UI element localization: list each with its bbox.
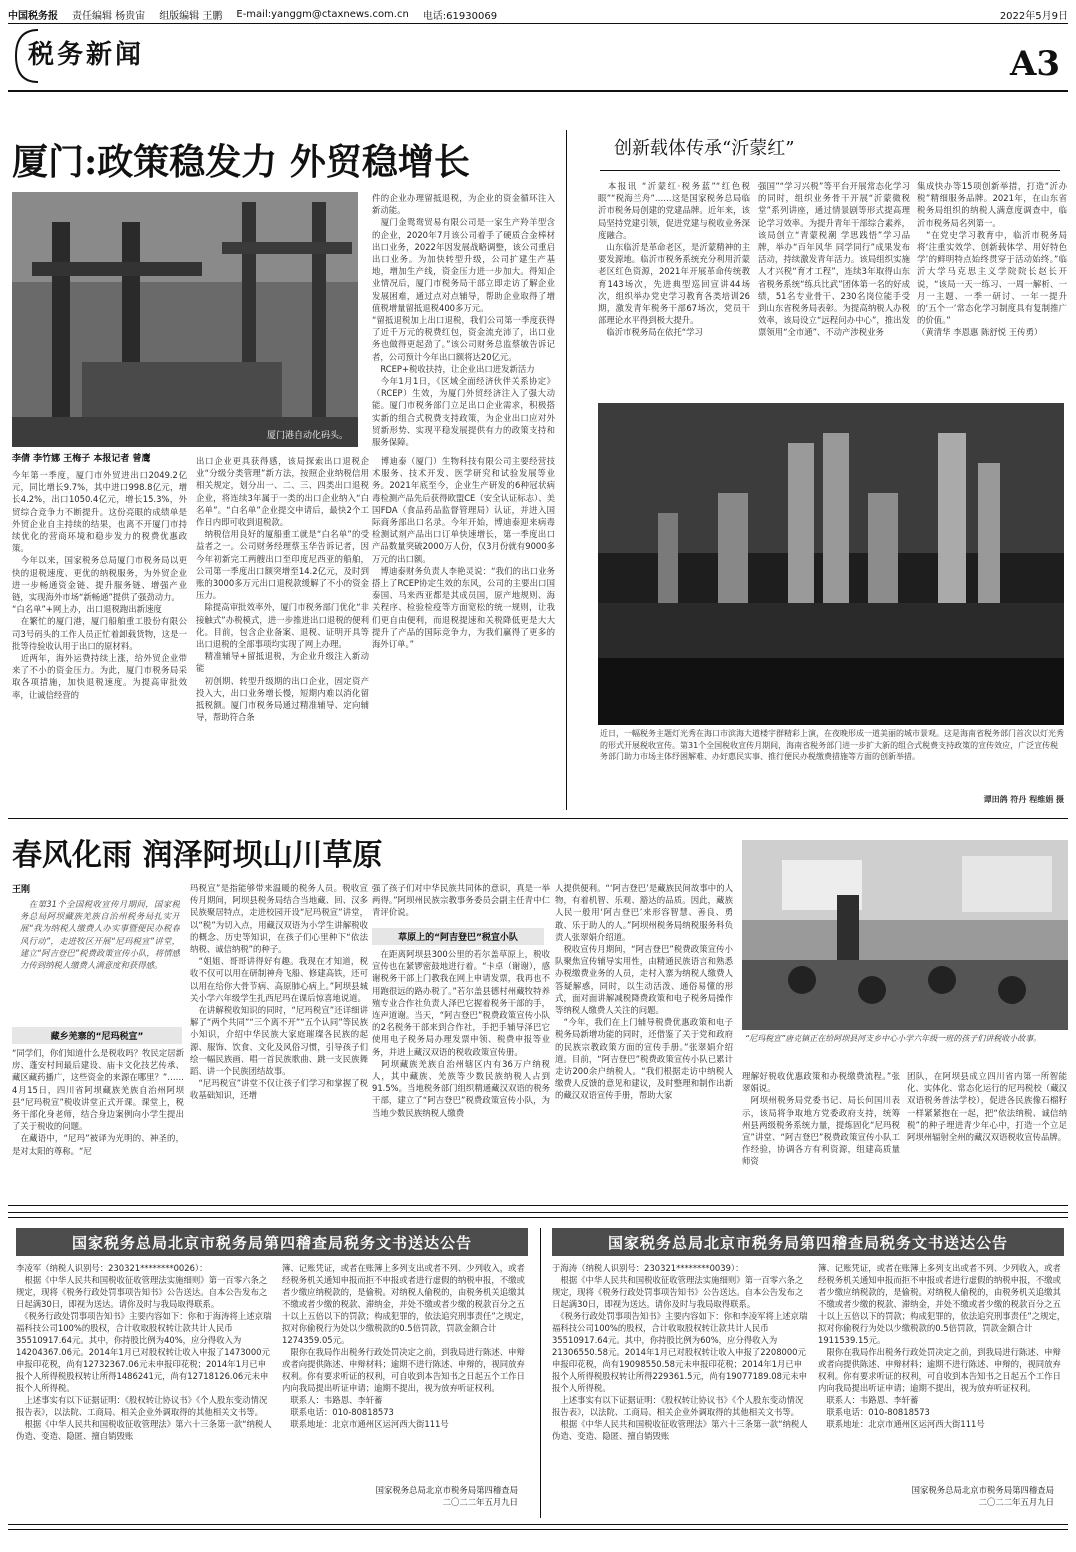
night-city-photo [598,403,1064,725]
article2-rule [600,170,1060,171]
notice-left-signature: 国家税务总局北京市税务局第四稽查局 二〇二二年五月九日 [375,1485,518,1507]
port-photo-caption: 厦门港自动化码头。 [266,431,348,441]
notice-top-rule [8,1205,1068,1206]
editor: 责任编辑 杨贵宙 [72,10,146,22]
article3-col3b: 在距离阿坝县300公里的若尔盖草原上，税收宣传也在紧锣密鼓地进行着。“卡卓（谢谢），感谢税务干部上门教我在网上申请发票，我再也不用跑很远的路办税了。”若尔盖县德村州藏牧特养殖专业合作社负责人泽巴它握着税务干部的手，连声道谢。当天，“阿吉登巴”税费政策宣传小队的2名税务干部来到合作社，手把手辅导泽巴它使用电子税务局办理发票申领、税费申报等业务，并进上藏汉双语的税收政策宣传册。 阿坝藏族羌族自治州辖区内有36万户纳税人，其中藏族、羌族等少数民族纳税人占到91.5%。当地税务部门组织精通藏汉双语的税务干部，建立了“阿吉登巴”税费政策宣传小队，为当地少数民族纳税人缴费 [372,949,550,1118]
article3-intro: 在第31个全国税收宣传月期间，国家税务总局阿坝藏族羌族自治州税务局扎实开展“我为纳税人缴费人办实事暨便民办税春风行动”，走进牧区开展“尼玛税宣”讲堂，建立“阿吉登巴”税费政策宣传小队，将情感力传到纳税人缴费人满意度和获得感。 [20,899,180,971]
article2-col3: 集成快办等15项创新举措，打造“沂办税”精细服务品牌。2021年，在山东省税务局组织的纳税人满意度调查中，临沂市税务局名列第一。 “在党史学习教育中，临沂市税务局将‘注重实效学、创新载体学、用好特色学’的鲜明特点始终贯穿于活动始终。”临沂大学马克思主义学院院长赵长开说，“该局一天一练习、一周一解析、一月一主题、一季一研讨、一年一提升的‘五个一’常态化学习制度具有复制推广的价值。” （黄清华 李恩惠 陈舒悦 王传勇） [917,181,1067,338]
section-title: 税务新闻 [28,40,145,70]
designer: 组版编辑 王鹏 [159,10,223,22]
notice-right-col1: 于海涛（纳税人识别号：230321********0039）： 根据《中华人民共和国税收征收管理法实施细则》第一百零六条之规定，现将《税务行政处罚事项告知书》公告送达。自本公告发布之日起满30日，即视为送达。请你及时与我局取得联系。 《税务行政处罚事项告知书》主要内容如下：你和李凌军将上述京瑞福科技公司100%的股权，合计收取股权转让款共计人民币35510917.64元。其中，你持股比例为60%，应分得收入为21306550.58元。2014年1月已对股权转让收入申报了2208000元申报印花税，尚有19098550.58元未申报印花税；2014年1月已申报个人所得税股权转让所得229361.5元，尚有19077189.08元未申报个人所得税。 上述事实有以下证据证明：《股权转让协议书》《个人股东变动情况报告表》，以法院、工商局、相关企业外调取得的其他相关文书等。 根据《中华人民共和国税收征收管理法》第六十三条第一款“纳税人伪造、变造、隐匿、擅自销毁账 [552,1263,808,1441]
article3-byline: 王刚 [12,885,31,895]
article3-col6: 团队，在阿坝县成立四川省内第一所智能化、实体化、常态化运行的尼玛税校（藏汉双语税务普法学校），促进各民族像石榴籽一样紧紧抱在一起，把“依法纳税、诚信纳税”的种子埋进青少年心中，打造一个立足阿坝州辐射全州的藏汉双语税收宣传品牌。 [907,1071,1067,1143]
phone: 电话:61930069 [422,10,498,22]
article1-col2: 出口企业更具获得感，该局探索出口退税企业“分级分类管理”新方法，按照企业纳税信用相关规定，划分出一、二、三、四类出口退税企业，将连续3年属于一类的出口企业纳入“白名单”。“白名单”企业提交申请后，最快2个工作日内即可收到退税款。 纳税信用良好的厦船重工就是“白名单”的受益者之一。公司财务经理蔡玉华告诉记者，因今年初新完工两艘出口至印度尼西亚的船舶，公司第一季度出口额突增至14.2亿元，及时到账的3000多万元出口退税款缓解了不小的资金压力。 除提高审批效率外，厦门市税务部门优化“非接触式”办税模式，进一步推进出口退税的便利化。目前，包含企业备案、退税、证明开具等出口退税的全部事项均实现了网上办理。 精准辅导+留抵退税，为企业升级注入新动能 初创期、转型升级期的出口企业，固定资产投入大，出口业务增长慢，短期内难以消化留抵税额。厦门市税务局通过精准辅导、定向辅导，帮助符合条 [196,456,369,723]
article2-col1: 本报讯 “沂蒙红·税务蓝”“红色税眼”“税海兰舟”……这是国家税务总局临沂市税务局创建的党建品牌。近年来，该局坚持党建引领，促进党建与税收业务深度融合。 山东临沂是革命老区，是沂蒙精神的主要发源地。临沂市税务系统充分利用沂蒙老区红色资源，2021年开展革命传统教育143场次，先进典型巡回宣讲44场次，组织举办党史学习教育各类培训26期，激发青年税务干部67场次，党员干部理论水平得到极大提升。 临沂市税务局在依托“学习 [598,181,750,338]
notice-right-col2: 簿、记账凭证，或者在账簿上多列支出或者不列、少列收入，或者经税务机关通知申报而拒不申报或者进行虚假的纳税申报，不缴或者少缴应纳税款的，是偷税。对纳税人偷税的，由税务机关追缴其不缴或者少缴的税款、滞纳金，并处不缴或者少缴的税款百分之五十以上五倍以下的罚款；构成犯罪的，依法追究刑事责任”之规定，拟对你偷税行为处以少缴税款的0.5倍罚款，罚款金额合计1911539.15元。 限你在我局作出税务行政处罚决定之前，到我局进行陈述、申辩或者向提供陈述、申辩材料；逾期不进行陈述、申辩的，视同放弃权利。你有要求听证的权利，可自收到本告知书之日起五个工作日内向我局提出听证申请；逾期不提出，视为放弃听证权利。 联系人：韦路恩、李轩蓄 联系电话：010-80818573 联系地址：北京市通州区运河西大街111号 [818,1263,1066,1429]
article2-title: 创新载体传承“沂蒙红” [614,138,795,159]
article1-col3: 件的企业办理留抵退税，为企业的资金循环注入新动能。 厦门金鸳鸯贸易有限公司是一家生产羚羊型含的企业，2020年7月该公司着手了硬质合金棒材出口业务，2022年因发展战略调整，该公司重启出口业务。为加快转型升级，公司扩建生产基地，增加生产线，资金压力进一步加大。得知企业情况后，厦门市税务局干部立即走访了解企业发展困难，通过点对点辅导，帮助企业取得了增值税增量留抵退税400多万元。 “留抵退税加上出口退税，我们公司第一季度获得了近千万元的税费红包，资金流充沛了，出口业务也做得更起劲了。”该公司财务总监蔡敏告诉记者，公司预计今年出口额将达20亿元。 RCEP+税收扶持，让企业出口进发新活力 今年1月1日，《区域全面经济伙伴关系协定》（RCEP）生效，为厦门外贸经济注入了强大动能。厦门市税务部门立足出口企业需求，积极搭实新的组合式税费支持政策，为企业出口应对外贸新形势、实现平稳发展提供有力的政策支持和服务保障。 [372,193,555,448]
notice-band [8,1212,1068,1218]
port-photo [12,192,358,447]
article1-col1: 今年第一季度，厦门市外贸进出口2049.2亿元，同比增长9.7%，其中进口998.8亿元，增长4.2%，出口1050.4亿元，增长15.3%，外贸综合竞争力不断提升。这份亮眼的成绩单是外贸企业自主持续的结果，也离不开厦门市持续优化的营商环境和稳步发力的税费优惠政策。 今年以来，国家税务总局厦门市税务局以更快的退税速度、更优的纳税服务，为外贸企业进一步畅通资金链、提升服务链、增强产业链，实现海外市场“新畅通”提供了强劲动力。 “白名单”+网上办，出口退税跑出新速度 在繁忙的厦门港，厦门船舶重工股份有限公司3号码头的工作人员正忙着卸载货物，这是一批等待验收认用于出口的原材料。 近两年，海外运费持续上涨，给外贸企业带来了不小的资金压力。为此，厦门市税务局采取各项措施，加快退税速度。为提高审批效率，让诚信经营的 [12,470,187,700]
notice-left-col1: 李凌军（纳税人识别号：230321********0026）： 根据《中华人民共和国税收征收管理法实施细则》第一百零六条之规定，现将《税务行政处罚事项告知书》公告送达。自本公告发布之日起满30日，即视为送达。请你及时与我局取得联系。 《税务行政处罚事项告知书》主要内容如下：你和于海涛将上述京瑞福科技公司100%的股权，合计收取股权转让款共计人民币35510917.64元。其中，你持股比例为40%，应分得收入为14204367.06元。2014年1月已对股权转让收入申报了1473000元申报印花税，尚有12732367.06元未申报印花税；2014年1月已申报个人所得税股权转让所得1486241元，尚有12718126.06元未申报个人所得税。 上述事实有以下证据证明：《股权转让协议书》《个人股东变动情况报告表》，以法院、工商局、相关企业外调取得的其他相关文书等。 根据《中华人民共和国税收征收管理法》第六十三条第一款“纳税人伪造、变造、隐匿、擅自销毁账 [16,1263,272,1441]
classroom-photo-caption: “尼玛税宣”唐克镇正在给阿坝县河支乡中心小学六年级一班的孩子们讲税收小故事。 [745,1034,1042,1043]
article3-title: 春风化雨 润泽阿坝山川草原 [12,838,383,873]
notice-left-col2: 簿、记账凭证，或者在账簿上多列支出或者不列、少列收入，或者经税务机关通知申报而拒不申报或者进行虚假的纳税申报，不缴或者少缴应纳税款的，是偷税。对纳税人偷税的，由税务机关追缴其不缴或者少缴的税款、滞纳金，并处不缴或者少缴的税款百分之五十以上五倍以下的罚款；构成犯罪的，依法追究刑事责任”之规定，拟对你偷税行为处以少缴税款的0.5倍罚款，罚款金额合计1274359.05元。 限你在我局作出税务行政处罚决定之前，到我局进行陈述、申辩或者向提供陈述、申辩材料；逾期不进行陈述、申辩的，视同放弃权利。你有要求听证的权利，可自收到本告知书之日起五个工作日内向我局提出听证申请；逾期不提出，视为放弃听证权利。 联系人：韦路恩、李轩蓄 联系电话：010-80818573 联系地址：北京市通州区运河西大街111号 [282,1263,530,1429]
mid-rule [8,818,1068,819]
article2-col2: 强国”“学习兴税”等平台开展常态化学习的同时，组织业务骨干开展“沂蒙微税堂”系列讲座，通过情景剧等形式提高理论学习效率。为提升青年干部综合素养，该局创立“青蒙税潮 学思践悟”学习品牌，举办“百年风华 同学同行”成果发布活动，持续激发青年活力。该局组织实施人才兴税“育才工程”，连续3年取得山东省税务系统“练兵比武”团体第一名的好成绩，51名专业骨干、230名岗位能手受到山东省税务局表彰。为提高纳税人办税效率，该局设立“远程问办中心”，推出发票领用“全市通”、不动产涉税业务 [758,181,910,338]
publish-date: 2022年5月9日 [999,10,1068,22]
masthead-bar [8,6,1068,22]
notice-divider [540,1228,541,1518]
article1-col4: 博迪泰（厦门）生物科技有限公司主要经营技术服务、技术开发、医学研究和试验发展等业务。2021年底至今，企业生产研发的6种冠状病毒检测产品先后获得欧盟CE（安全认证标志）、美国FDA（食品药品监督管理局）认证，并进入国际商务部出口名录。今年开始，博迪泰迎来病毒检测试剂产品出口订单快速增长，第一季度出口产品数量突破2000万人份，仅3月份就有9000多万元的出口额。 博迪泰财务负责人李艳灵说：“我们的出口业务搭上了RCEP协定生效的东风，公司的主要出口国泰国、马来西亚都是其成员国，原产地规则、海关程序、检验检疫等方面宽松的统一规则，让我们更自由便利，而退税提速和关税降低更是大大提升了产品的国际竞争力，为我们赢得了更多的海外订单。” [372,456,555,650]
night-photo-caption: 近日，一幅税务主题灯光秀在海口市滨海大道楼宇群精彩上演，在夜晚形成一道美丽的城市景观。这是海南省税务部门首次以灯光秀的形式开展税收宣传。第31个全国税收宣传月期间，海南省税务部门进一步扩大新的组合式税费支持政策的宣传效应，广泛宣传税务部门助力市场主体纾困解难、办好惠民实事、推行便民办税缴费措施等方面的创新举措。 [600,729,1064,761]
article1-byline: 李倩 李竹娜 王梅子 本报记者 曾鹰 [12,454,151,464]
article3-col3a: 强了孩子们对中华民族共同体的意识，真是一举两得。”阿坝州民族宗教事务委员会副主任青中仁青评价说。 [372,883,550,918]
article1-title: 厦门:政策稳发力 外贸稳增长 [12,141,470,183]
article3-col4: 人提供便利。“‘阿吉登巴’是藏族民间故事中的人物，有着机智、乐观、豁达的品质。因此，藏族人民一般用‘阿吉登巴’来形容智慧、善良、勇敢、乐于助人的人。”阿坝州税务局纳税服务科负责人张翠娟介绍道。 税收宣传月期间，“阿吉登巴”税费政策宣传小队聚焦宣传辅导实用性，由精通民族语言和熟悉办税缴费业务的人员，走村入寨为纳税人缴费人答疑解惑，同时，以生动活泼、通俗易懂的形式，面对面讲解减税降费政策和电子税务局操作等纳税人缴费人关注的问题。 “今年，我们在上门辅导税费优惠政策和电子税务局新增功能的同时，还借鉴了关于党和政府的民族宗教政策方面的宣传手册。”张翠娟介绍道。目前，“阿吉登巴”税费政策宣传小队已累计走访200余户纳税人。“我们根据走访中纳税人缴费人反馈的意见和建议，及时整理和制作出新的藏汉双语宣传手册，帮助大家 [555,883,733,1101]
article3-col5: 理解好税收优惠政策和办税缴费流程。”张翠娟说。 阿坝州税务局党委书记、局长何国川表示，该局将争取地方党委政府支持，统筹州县两级税务系统力量，提炼固化“尼玛税宣”讲堂、“阿吉登巴”税费政策宣传小队工作经验，协调各方有利资源，组建高质量师资 [742,1071,900,1167]
email[interactable]: E-mail:yanggm@ctaxnews.com.cn [236,8,409,20]
article3-sub1: 藏乡羌寨的“尼玛税宣” [12,1027,182,1044]
night-photo-credit: 谭田鸽 符丹 程维娟 摄 [983,795,1064,804]
notice-left-title: 国家税务总局北京市税务局第四稽查局税务文书送达公告 [16,1228,528,1256]
top-rule [8,23,1068,24]
page-number: A3 [1009,44,1060,84]
article3-col1: “同学们，你们知道什么是税收吗？牧民定居新房、蓬安村间最后建设、庙卡文化技艺传承、藏区藏药播广，这些资金的来源在哪里？”……4月15日，四川省阿坝藏族羌族自治州阿坝县“尼玛税宣”税收讲堂正式开课。课堂上，税务干部化身老师，结合身边案例向小学生提出了关于税收的问题。 在藏语中，“尼玛”被译为光明的、神圣的，是对太阳的尊称。“尼 [12,1048,184,1156]
notice-right-title: 国家税务总局北京市税务局第四稽查局税务文书送达公告 [552,1228,1064,1256]
paper-name: 中国税务报 [8,10,58,22]
header-rule [8,90,1068,92]
col-divider [566,130,567,810]
article3-sub2: 草原上的“阿吉登巴”税宣小队 [372,928,544,945]
notice-right-signature: 国家税务总局北京市税务局第四稽查局 二〇二二年五月九日 [911,1485,1054,1507]
article3-col2: 玛税宣”是指能够带来温暖的税务人员。税收宣传月期间，阿坝县税务局结合当地藏、回、汉多民族聚居特点，走进校园开设“尼玛税宣”讲堂，以“税”为切入点，用藏汉双语为小学生讲解税收的概念、历史等知识，在孩子们心里种下“依法纳税、诚信纳税”的种子。 “姐姐、哥哥讲得好有趣。我现在才知道，税收不仅可以用在研制神舟飞船、修建高铁，还可以用在给你大骨节病、高原肺心病上。”阿坝县城关小学六年级学生扎西尼玛在课后惊喜地说道。 在讲解税收知识的同时，“尼玛税宣”还详细讲解了“两个共同”“三个离不开”“五个认同”等民族小知识，介绍中华民族大家庭璀璨各民族的起源、服饰、饮食、文化及风俗习惯，引导孩子们绘一幅民族画、唱一首民族歌曲、跳一支民族舞蹈、讲一个民族团结故事。 “尼玛税宣”讲堂不仅让孩子们学习和掌握了税收基础知识，还增 [190,883,368,1101]
bottom-band [8,1524,1068,1530]
classroom-photo [742,840,1068,1030]
